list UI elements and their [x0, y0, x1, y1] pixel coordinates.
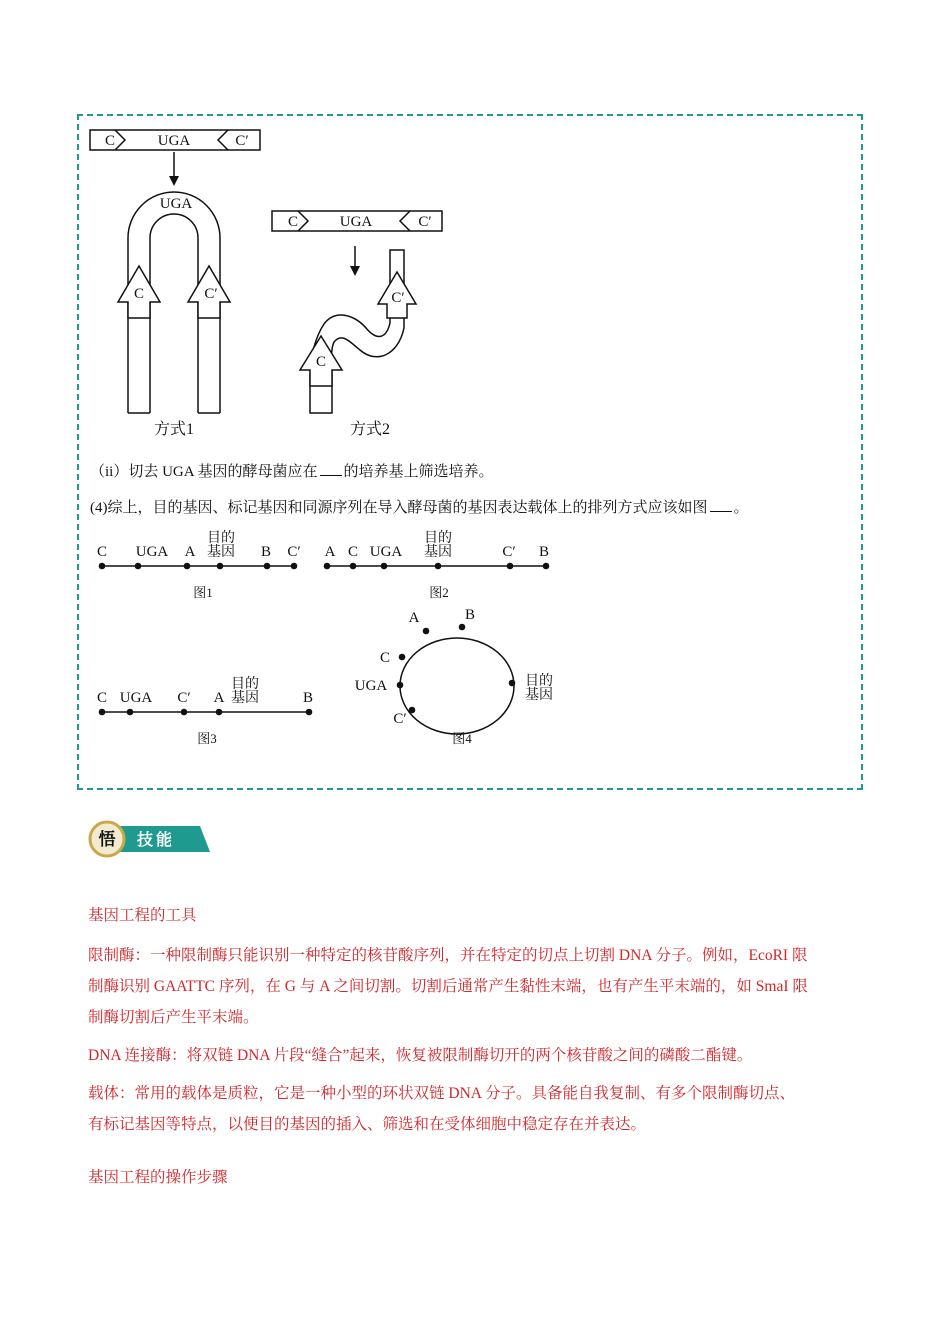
- notes-line: 限制酶：一种限制酶只能识别一种特定的核苷酸序列，并在特定的切点上切割 DNA 分子。例如，EcoRI 限: [88, 947, 808, 964]
- fig2-caption: 图2: [429, 585, 449, 600]
- fig3-label-target-1: 目的: [231, 677, 259, 692]
- fig3-label-c-prime: C′: [177, 690, 191, 706]
- fig3-label-uga: UGA: [119, 690, 153, 706]
- fig2-label-a: A: [324, 544, 336, 560]
- bar2-left-label: C: [287, 214, 299, 230]
- fig3-label-target-2: 基因: [231, 691, 259, 706]
- fig4-label-c-prime: C′: [393, 711, 407, 727]
- loop2-caption: 方式2: [349, 421, 391, 438]
- bar1-right-label: C′: [235, 133, 249, 149]
- notes-line: 制酶识别 GAATTC 序列，在 G 与 A 之间切割。切割后通常产生黏性末端，也有产生平末端的，如 SmaI 限: [88, 978, 808, 995]
- fig1-caption: 图1: [193, 585, 213, 600]
- loop2-right-arrow-label: C′: [391, 290, 405, 306]
- fig1-label-target-1: 目的: [207, 531, 235, 546]
- loop1-caption: 方式1: [153, 421, 195, 438]
- question-4: [90, 496, 749, 517]
- badge-text: 技能: [136, 832, 176, 849]
- loop2-strand: [310, 250, 404, 413]
- fig4-ring: [400, 638, 514, 734]
- fig1-label-uga: UGA: [135, 544, 169, 560]
- notes-title-tools: 基因工程的工具: [88, 907, 197, 924]
- badge-icon-char: 悟: [98, 830, 116, 849]
- notes-line: 载体：常用的载体是质粒，它是一种小型的环状双链 DNA 分子。具备能自我复制、有多个限制酶切点、: [88, 1085, 795, 1102]
- fig2-label-uga: UGA: [369, 544, 403, 560]
- question-ii-before: （ii）切去 UGA 基因的酵母菌应在: [90, 464, 318, 480]
- fig2-label-c: C: [347, 544, 359, 560]
- bar1-left-label: C: [104, 133, 116, 149]
- loop1-right-arrow-label: C′: [204, 286, 218, 302]
- fig2-label-target-1: 目的: [424, 531, 452, 546]
- fig1-label-c: C: [96, 544, 108, 560]
- loop1-inner: [150, 214, 198, 413]
- notes-line: 制酶切割后产生平末端。: [88, 1009, 259, 1026]
- bar2-right-label: C′: [418, 214, 432, 230]
- notes-restriction-enzyme: [88, 940, 868, 1033]
- recombination-diagram: [80, 118, 540, 448]
- loop2-left-arrow-label: C: [315, 354, 327, 370]
- skill-badge: [88, 820, 210, 858]
- fig4-caption: 图4: [452, 731, 472, 746]
- bar1-mid-label: UGA: [157, 133, 191, 149]
- fig2-label-target-2: 基因: [424, 545, 452, 560]
- arrangement-figures: [80, 525, 580, 760]
- answer-blank[interactable]: [710, 510, 732, 512]
- notes-dna-ligase: DNA 连接酶：将双链 DNA 片段“缝合”起来，恢复被限制酶切开的两个核苷酸之间的磷酸二酯键。: [88, 1047, 753, 1064]
- fig1-label-target-2: 基因: [207, 545, 235, 560]
- fig1-label-c-prime: C′: [287, 544, 301, 560]
- notes-vector: [88, 1078, 868, 1140]
- fig3-label-a: A: [213, 690, 225, 706]
- fig4-label-target-1: 目的: [525, 674, 553, 689]
- answer-blank[interactable]: [320, 474, 342, 476]
- notes-line: 有标记基因等特点，以便目的基因的插入、筛选和在受体细胞中稳定存在并表达。: [88, 1116, 647, 1133]
- fig3-label-c: C: [96, 690, 108, 706]
- loop1-top-label: UGA: [159, 196, 193, 212]
- question-ii: [90, 460, 494, 481]
- fig4-label-a: A: [408, 610, 420, 626]
- fig3-label-b: B: [302, 690, 314, 706]
- fig4-label-target-2: 基因: [525, 688, 553, 703]
- fig4-label-uga: UGA: [354, 678, 388, 694]
- fig1-label-b: B: [260, 544, 272, 560]
- fig2-label-c-prime: C′: [502, 544, 516, 560]
- question-4-before: (4)综上，目的基因、标记基因和同源序列在导入酵母菌的基因表达载体上的排列方式应该如图: [90, 500, 708, 516]
- fig3-caption: 图3: [197, 731, 217, 746]
- loop1-left-arrow-label: C: [133, 286, 145, 302]
- fig4-label-c: C: [379, 650, 391, 666]
- notes-title-steps: 基因工程的操作步骤: [88, 1169, 228, 1186]
- fig4-label-b: B: [464, 607, 476, 623]
- fig2-label-b: B: [538, 544, 550, 560]
- fig1-label-a: A: [184, 544, 196, 560]
- bar2-mid-label: UGA: [339, 214, 373, 230]
- question-ii-after: 的培养基上筛选培养。: [343, 464, 494, 480]
- question-4-after: 。: [733, 500, 749, 516]
